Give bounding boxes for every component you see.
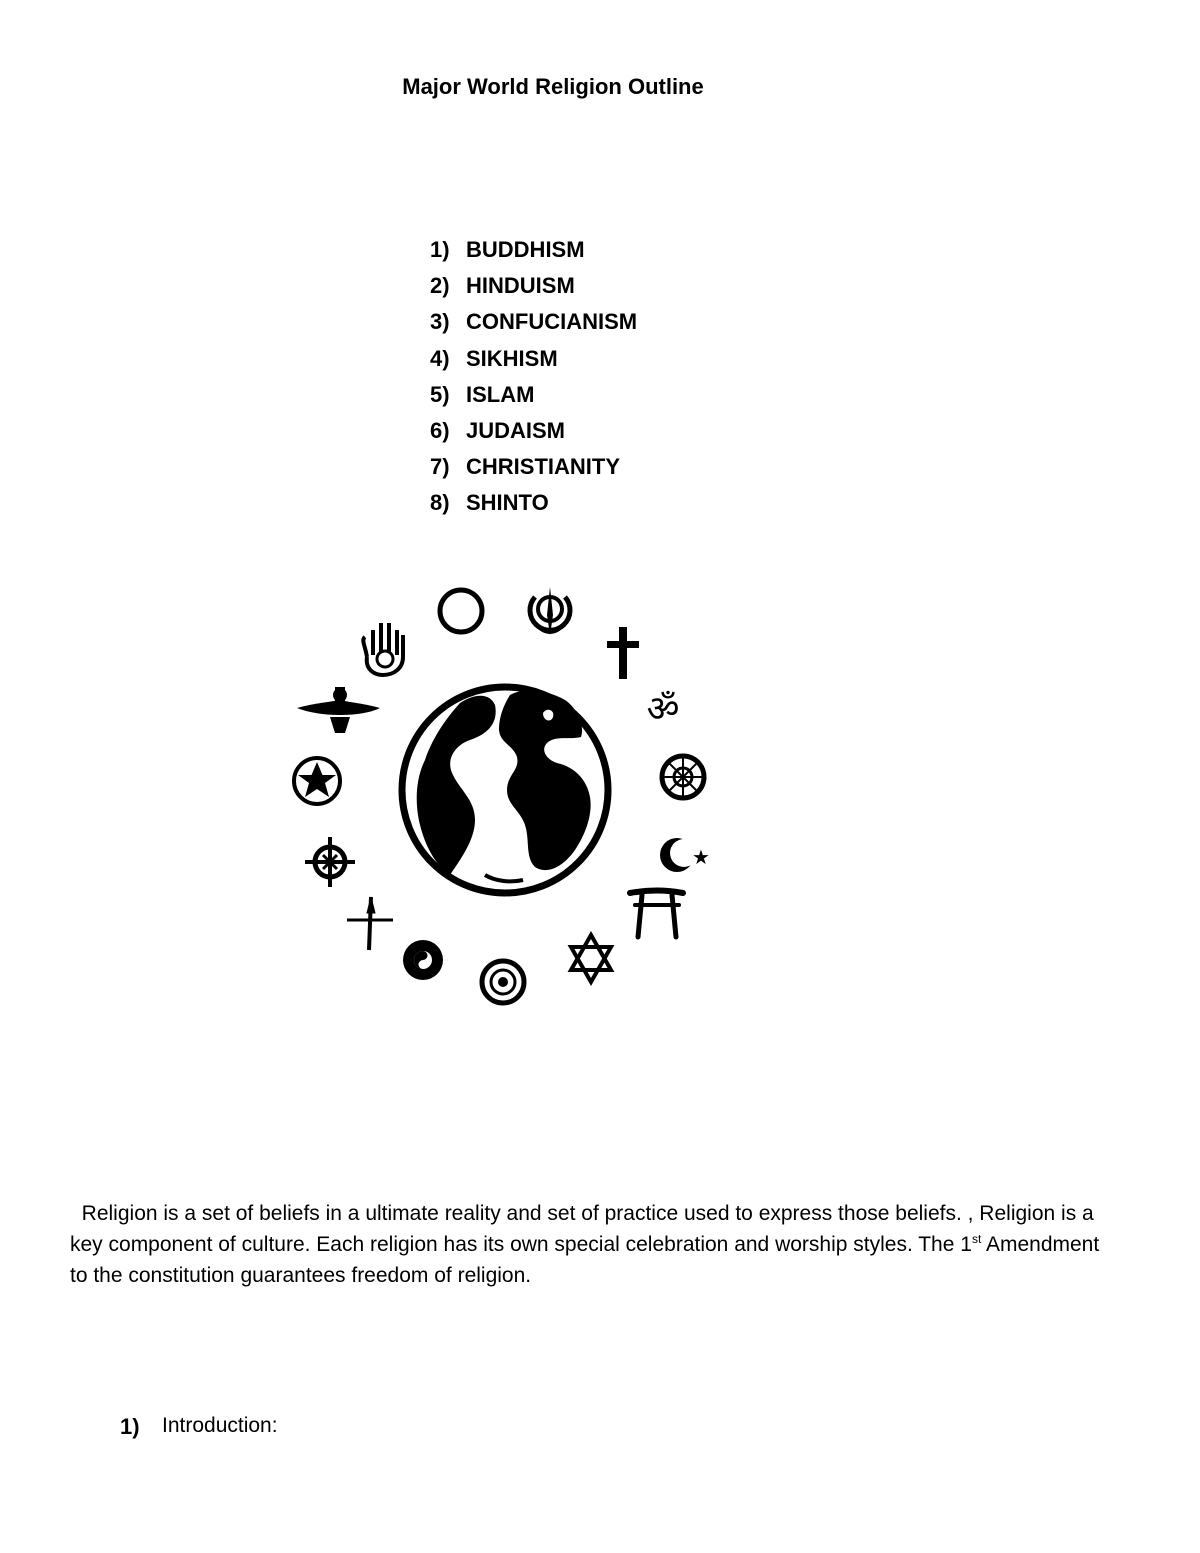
circle-icon — [440, 590, 482, 632]
list-number: 5) — [430, 381, 450, 407]
lotus-icon — [482, 961, 524, 1003]
religion-name: CONFUCIANISM — [466, 309, 638, 335]
dharma-wheel-icon — [662, 756, 704, 798]
section-number: 1) — [120, 1414, 140, 1439]
list-item — [430, 306, 637, 342]
jain-hand-icon — [363, 623, 403, 675]
section-label: Introduction: — [162, 1414, 278, 1437]
list-number: 6) — [430, 417, 450, 443]
religion-name: SHINTO — [466, 490, 549, 516]
religion-name: HINDUISM — [466, 273, 575, 299]
crescent-star-icon — [660, 838, 710, 872]
yin-yang-icon — [403, 940, 443, 980]
religion-name: ISLAM — [466, 381, 535, 407]
religion-name: CHRISTIANITY — [466, 454, 620, 480]
section-heading — [120, 1414, 278, 1440]
list-number: 8) — [430, 490, 450, 516]
globe-icon — [402, 687, 608, 893]
list-number: 7) — [430, 454, 450, 480]
om-icon: ॐ — [646, 689, 680, 730]
list-item — [430, 451, 637, 487]
religion-name: BUDDHISM — [466, 237, 585, 262]
list-item — [430, 415, 637, 451]
list-item — [430, 270, 637, 306]
page-title: Major World Religion Outline — [402, 74, 704, 99]
ordinal-suffix: st — [971, 1232, 982, 1246]
religion-list — [430, 234, 637, 524]
medicine-wheel-icon — [305, 837, 355, 887]
paragraph-text: Religion is a set of beliefs in a ultimate reality and set of practice used to express those beliefs. , Religion is a key component of culture. Each religion has its own special celebration and worship styles. The 1 — [70, 1202, 1094, 1256]
paragraph-text-end: Amendment to the constitution guarantees freedom of religion. — [70, 1233, 1100, 1287]
list-item — [430, 234, 637, 270]
khanda-icon — [530, 587, 570, 635]
torii-icon — [630, 891, 683, 938]
list-number: 2) — [430, 273, 450, 299]
list-number: 3) — [430, 309, 450, 335]
religion-name: JUDAISM — [466, 417, 566, 443]
dagger-cross-icon — [347, 897, 393, 950]
list-item — [430, 379, 637, 415]
list-item — [430, 487, 637, 523]
religion-name: SIKHISM — [466, 345, 558, 371]
pentacle-icon — [294, 758, 340, 804]
faravahar-icon — [297, 687, 380, 733]
list-number: 4) — [430, 345, 450, 371]
star-of-david-icon — [571, 935, 611, 982]
cross-icon — [607, 627, 639, 679]
religious-symbols-illustration — [285, 575, 725, 1015]
intro-paragraph — [70, 1198, 1115, 1291]
svg-text:★: ★ — [692, 845, 710, 869]
list-number: 1) — [430, 237, 450, 262]
list-item — [430, 343, 637, 379]
